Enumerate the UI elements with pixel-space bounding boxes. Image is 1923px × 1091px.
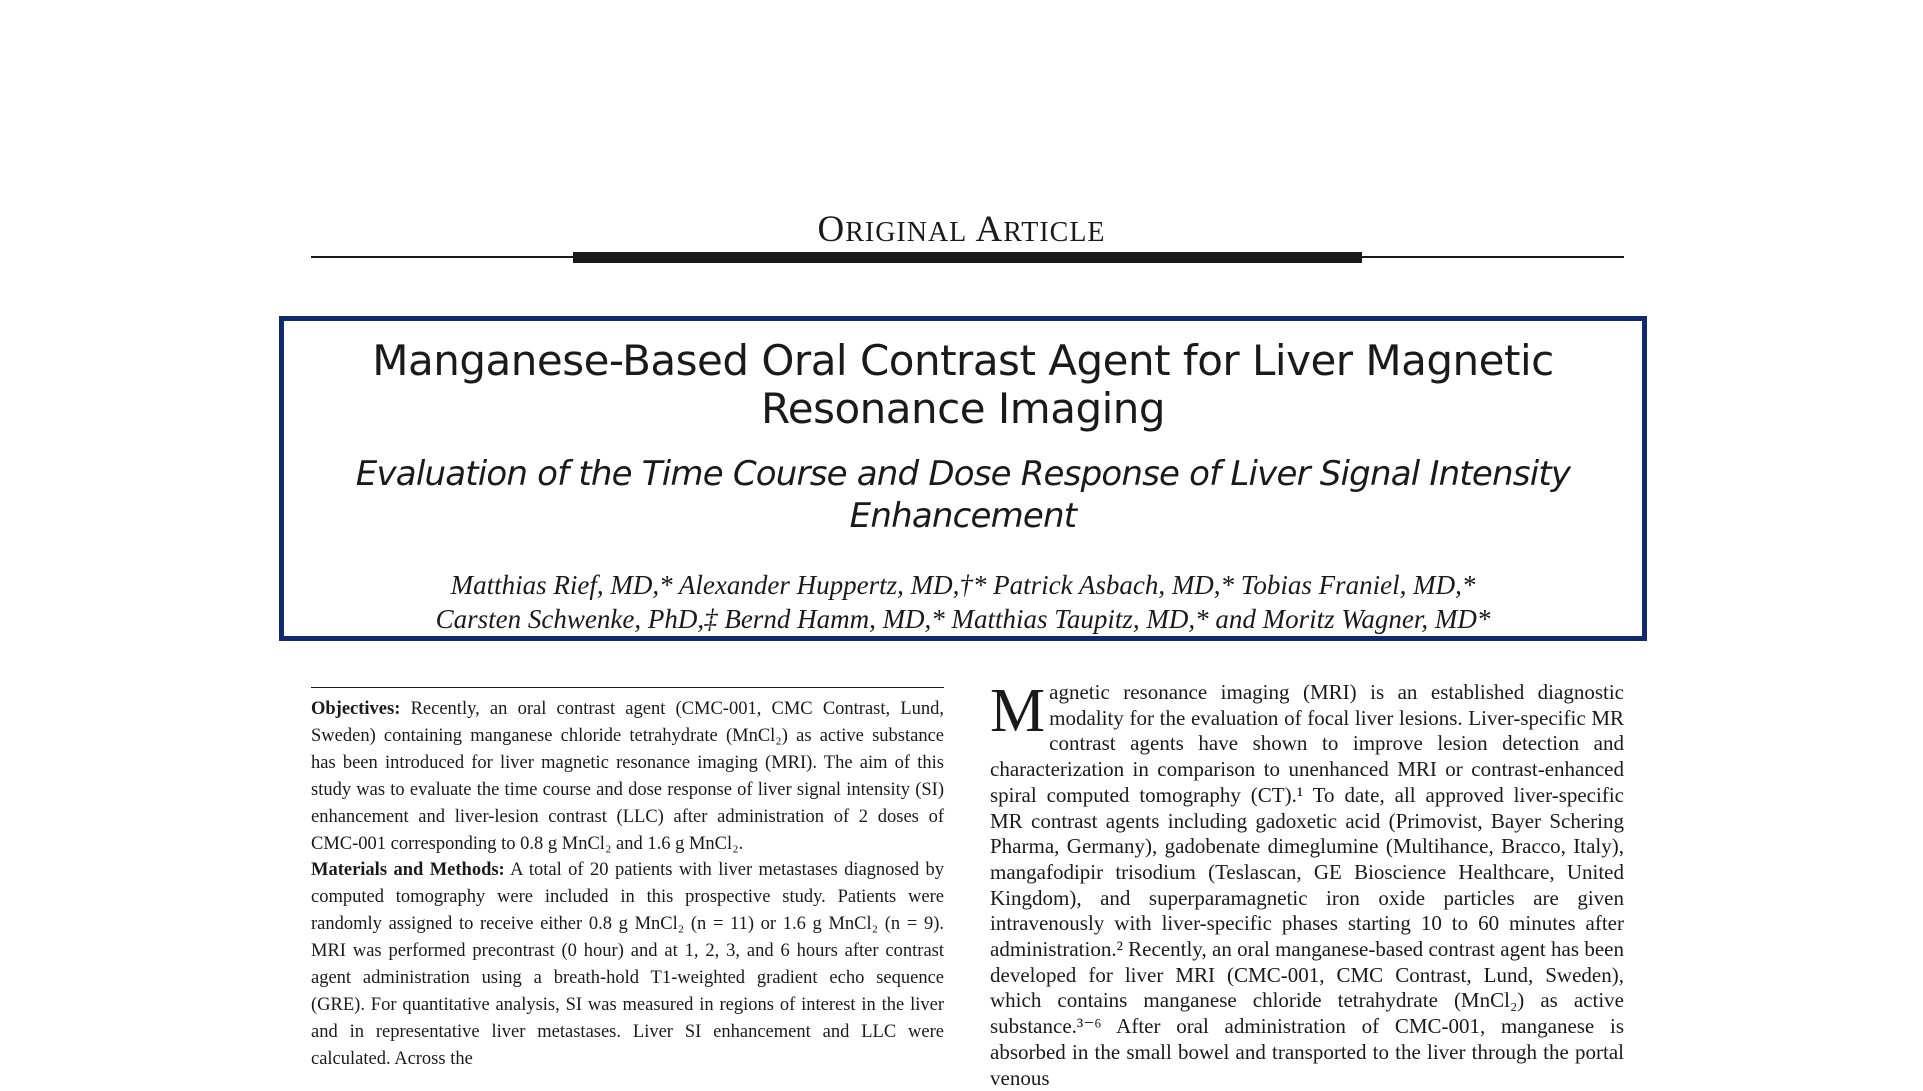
title-line-2: Resonance Imaging xyxy=(760,384,1166,433)
subtitle-line-2: Enhancement xyxy=(849,496,1077,536)
article-title xyxy=(284,337,1642,433)
intro-text: agnetic resonance imaging (MRI) is an established diagnostic modality for the evaluation of focal liver lesions. Liver-specific MR contrast agents have shown to improve lesion detection and characterization in comparison to unenhanced MRI or contrast-enhanced spiral computed tomography (CT).¹ To date, all approved liver-specific MR contrast agents including gadoxetic acid (Primovist, Bayer Schering Pharma, Germany), gadobenate dimeglumine (Multihance, Bracco, Italy), mangafodipir trisodium (Teslascan, GE Bioscience Healthcare, United Kingdom), and superparamagnetic iron oxide particles are given intravenously with liver-specific phases starting 10 to 60 minutes after administration.² Recently, an oral manganese-based contrast agent has been developed for liver MRI (CMC-001, CMC Contrast, Lund, Sweden), which contains manganese chloride tetrahydrate (MnCl₂) as active substance.³⁻⁶ After oral administration of CMC-001, manganese is absorbed in the small bowel and transported to the liver through the portal venous xyxy=(990,680,1624,1090)
abstract-rule xyxy=(311,687,944,688)
header-rule-thick xyxy=(573,252,1362,263)
abstract-objectives xyxy=(311,696,944,857)
subtitle-line-1: Evaluation of the Time Course and Dose Response of Liver Signal Intensity xyxy=(355,454,1571,494)
abstract xyxy=(311,696,944,1073)
section-label-second: A xyxy=(975,209,1004,250)
drop-cap: M xyxy=(990,677,1046,745)
article-subtitle xyxy=(284,453,1642,537)
author-list xyxy=(284,568,1642,636)
title-line-1: Manganese-Based Oral Contrast Agent for Liver Magnetic xyxy=(372,336,1554,385)
authors-line-2: Carsten Schwenke, PhD,‡ Bernd Hamm, MD,* Matthias Taupitz, MD,* and Moritz Wagner, MD* xyxy=(435,604,1491,634)
objectives-label: Objectives: xyxy=(311,699,401,719)
section-label-second-rest: RTICLE xyxy=(1003,217,1106,248)
methods-label: Materials and Methods: xyxy=(311,860,505,881)
section-label-first-rest: RIGINAL xyxy=(845,217,968,248)
objectives-text: Recently, an oral contrast agent (CMC-001, CMC Contrast, Lund, Sweden) containing manganese chloride tetrahydrate (MnCl₂) as active substance has been introduced for liver magnetic resonance imaging (MRI). The aim of this study was to evaluate the time course and dose response of liver signal intensity (SI) enhancement and liver-lesion contrast (LLC) after administration of 2 doses of CMC-001 corresponding to 0.8 g MnCl₂ and 1.6 g MnCl₂. xyxy=(311,699,945,854)
methods-text: A total of 20 patients with liver metastases diagnosed by computed tomography were included in this prospective study. Patients were randomly assigned to receive either 0.8 g MnCl₂ (n = 11) or 1.6 g MnCl₂ (n = 9). MRI was performed precontrast (0 hour) and at 1, 2, 3, and 6 hours after contrast agent administration using a breath-hold T1-weighted gradient echo sequence (GRE). For quantitative analysis, SI was measured in regions of interest in the liver and in representative liver metastases. Liver SI enhancement and LLC were calculated. Across the xyxy=(311,860,944,1069)
title-box xyxy=(279,316,1647,641)
body-column xyxy=(990,677,1624,1091)
authors-line-1: Matthias Rief, MD,* Alexander Huppertz, MD,†* Patrick Asbach, MD,* Tobias Franiel, MD,* xyxy=(450,570,1476,600)
section-label-first: O xyxy=(817,209,846,250)
section-label xyxy=(0,208,1923,251)
intro-paragraph xyxy=(990,677,1624,1091)
abstract-methods xyxy=(311,857,944,1072)
